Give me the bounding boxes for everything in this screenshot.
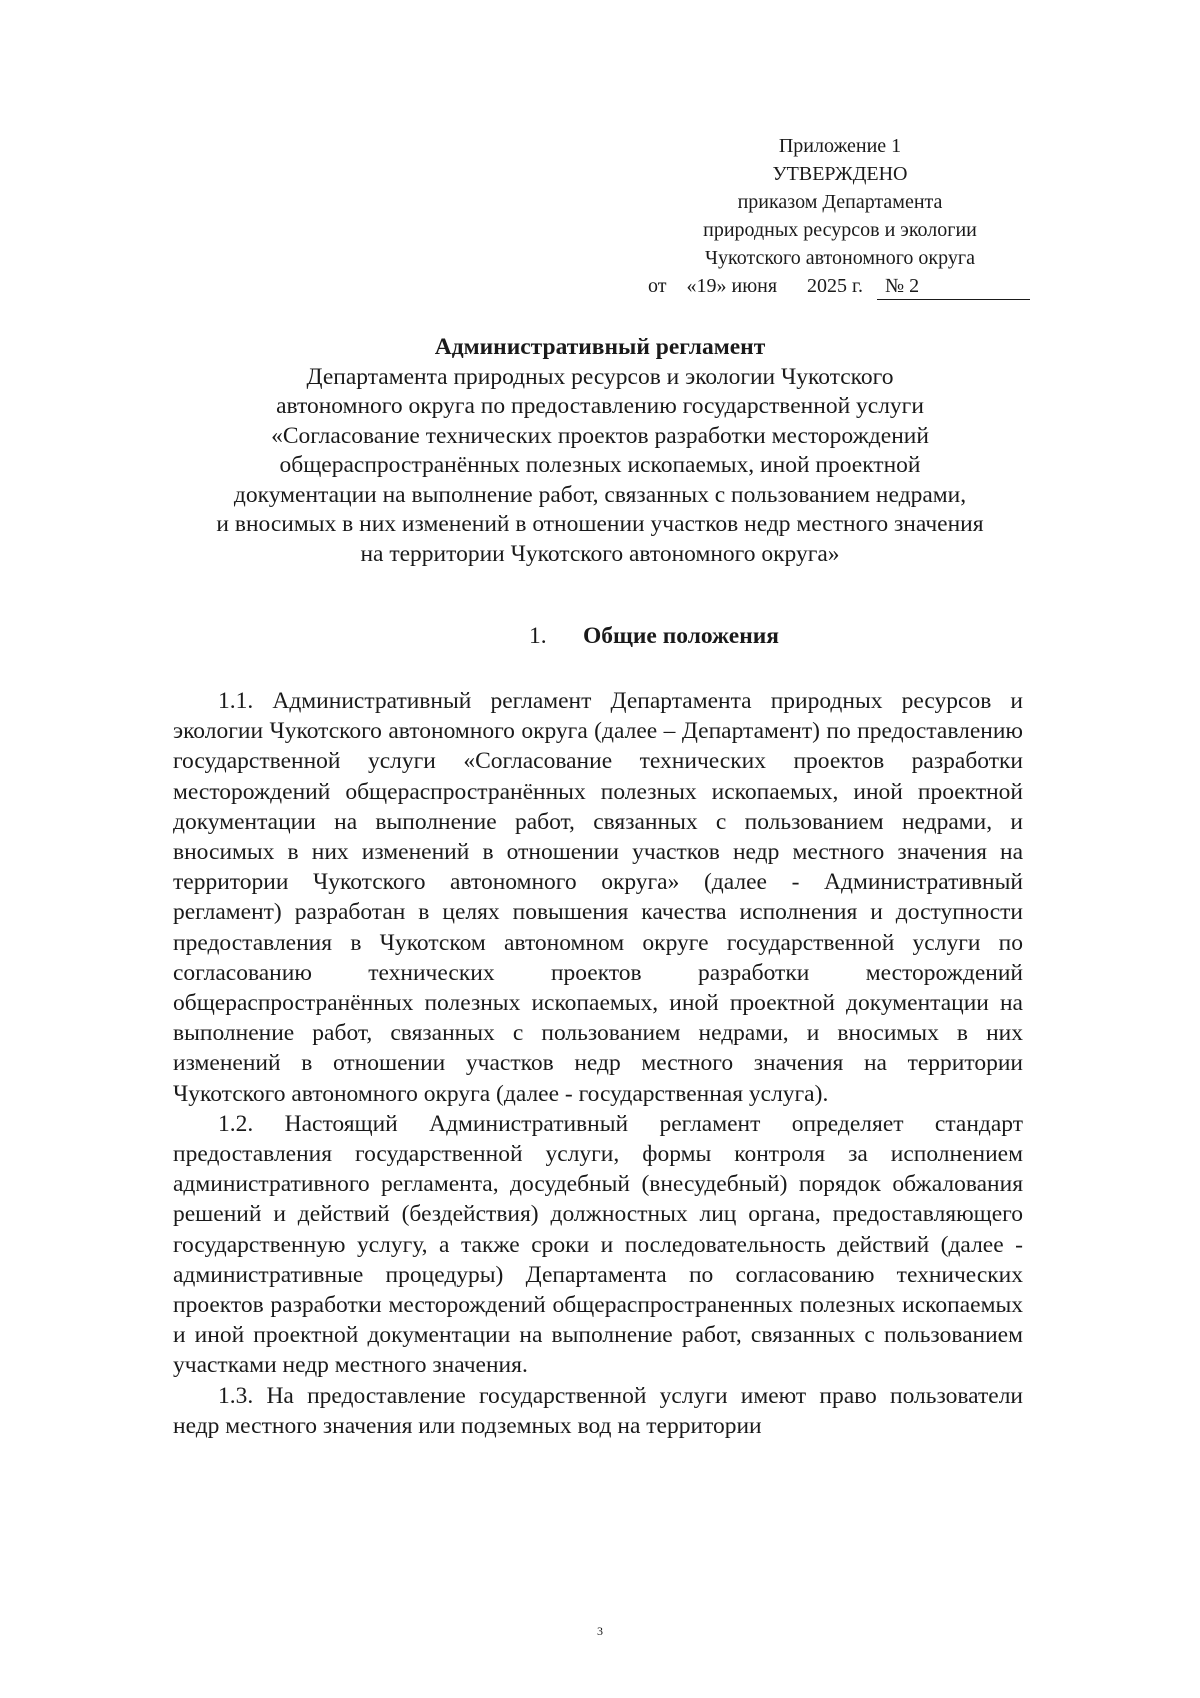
- document-title: [160, 333, 1040, 569]
- date-prefix: от: [648, 275, 667, 297]
- title-line: на территории Чукотского автономного округа»: [360, 540, 840, 567]
- appendix-label: Приложение 1: [778, 135, 902, 157]
- approval-stamp: [648, 132, 1020, 300]
- title-line: общераспространённых полезных ископаемых, иной проектной: [279, 452, 921, 478]
- title-line: «Согласование технических проектов разработки месторождений: [271, 422, 929, 449]
- paragraph: 1.1. Административный регламент Департамента природных ресурсов и экологии Чукотского автономного округа (далее – Департамент) по предоставлению государственной услуги «Согласование технических проектов разработки месторождений общераспространённых полезных ископаемых, иной проектной документации на выполнение работ, связанных с пользованием недрами, и вносимых в них изменений в отношении участков недр местного значения на территории Чукотского автономного округа» (далее - Административный регламент) разработан в целях повышения качества исполнения и доступности предоставления в Чукотском автономном округе государственной услуги по согласованию технических проектов разработки месторождений общераспространённых полезных ископаемых, иной проектной документации на выполнение работ, связанных с пользованием недрами, и вносимых в них изменений в отношении участков недр местного значения на территории Чукотского автономного округа (далее - государственная услуга).: [173, 688, 1023, 1107]
- paragraph: 1.2. Настоящий Административный регламент определяет стандарт предоставления государственной услуги, формы контроля за исполнением административного регламента, досудебный (внесудебный) порядок обжалования решений и действий (бездействия) должностных лиц органа, предоставляющего государственную услугу, а также сроки и последовательность действий (далее - административные процедуры) Департамента по согласованию технических проектов разработки месторождений общераспространенных полезных ископаемых и иной проектной документации на выполнение работ, связанных с пользованием участками недр местного значения.: [173, 1110, 1023, 1379]
- title-line: Департамента природных ресурсов и экологии Чукотского: [306, 363, 894, 390]
- document-body: [173, 686, 1023, 1441]
- department-label: природных ресурсов и экологии: [703, 219, 977, 241]
- title-line: и вносимых в них изменений в отношении участков недр местного значения: [216, 511, 984, 537]
- order-label: приказом Департамента: [737, 191, 943, 213]
- order-date-line: [648, 272, 1020, 300]
- paragraph: 1.3. На предоставление государственной услуги имеют право пользователи недр местного значения или подземных вод на территории: [173, 1382, 1023, 1439]
- title-heading: Административный регламент: [434, 334, 766, 360]
- title-line: автономного округа по предоставлению государственной услуги: [276, 393, 924, 419]
- title-line: документации на выполнение работ, связанных с пользованием недрами,: [233, 481, 967, 508]
- order-date: «19» июня: [686, 275, 778, 297]
- section-heading: [529, 621, 779, 651]
- order-number: № 2: [877, 273, 1030, 300]
- section-title: Общие положения: [583, 623, 779, 649]
- approved-label: УТВЕРЖДЕНО: [772, 163, 908, 185]
- page-number: 3: [597, 1624, 603, 1638]
- order-year: 2025 г.: [807, 275, 863, 297]
- region-label: Чукотского автономного округа: [705, 247, 975, 269]
- section-number: 1.: [529, 623, 547, 649]
